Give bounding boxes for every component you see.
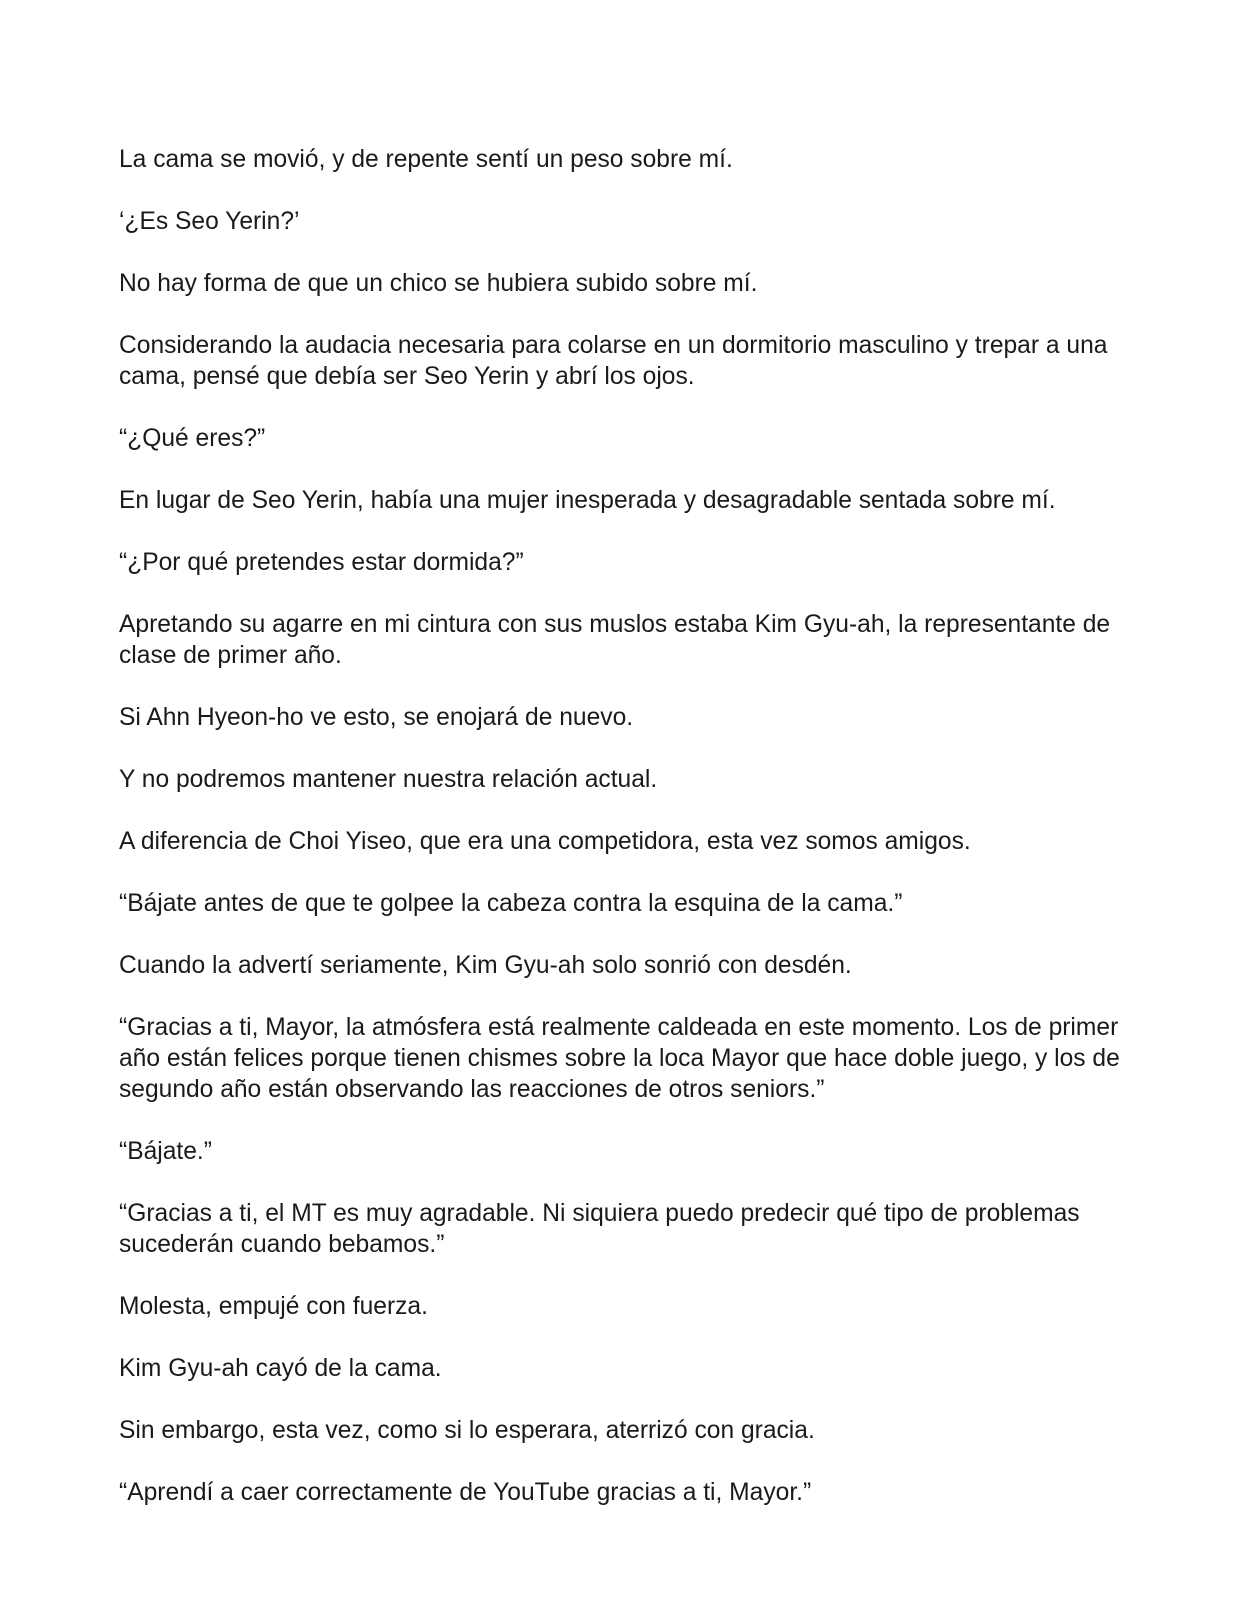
- paragraph: Kim Gyu-ah cayó de la cama.: [119, 1355, 442, 1382]
- paragraph: “Gracias a ti, Mayor, la atmósfera está realmente caldeada en este momento. Los de primer año están felices porque tienen chismes sobre la loca Mayor que hace doble juego, y los de segundo año están observando las reacciones de otros seniors.”: [119, 1014, 1120, 1103]
- paragraph: “¿Por qué pretendes estar dormida?”: [119, 549, 524, 576]
- paragraph: Sin embargo, esta vez, como si lo esperara, aterrizó con gracia.: [119, 1417, 815, 1444]
- paragraph: “Gracias a ti, el MT es muy agradable. Ni siquiera puedo predecir qué tipo de problemas sucederán cuando bebamos.”: [119, 1200, 1080, 1258]
- paragraph: Considerando la audacia necesaria para colarse en un dormitorio masculino y trepar a una cama, pensé que debía ser Seo Yerin y abrí los ojos.: [119, 332, 1108, 390]
- document-body: [119, 144, 1124, 1539]
- paragraph: “¿Qué eres?”: [119, 425, 266, 452]
- paragraph: Y no podremos mantener nuestra relación actual.: [119, 766, 658, 793]
- paragraph: En lugar de Seo Yerin, había una mujer inesperada y desagradable sentada sobre mí.: [119, 487, 1056, 514]
- paragraph: La cama se movió, y de repente sentí un peso sobre mí.: [119, 146, 733, 173]
- paragraph: “Bájate.”: [119, 1138, 212, 1165]
- paragraph: ‘¿Es Seo Yerin?’: [119, 208, 300, 235]
- paragraph: Si Ahn Hyeon-ho ve esto, se enojará de nuevo.: [119, 704, 634, 731]
- paragraph: No hay forma de que un chico se hubiera subido sobre mí.: [119, 270, 758, 297]
- paragraph: “Bájate antes de que te golpee la cabeza contra la esquina de la cama.”: [119, 890, 903, 917]
- paragraph: Molesta, empujé con fuerza.: [119, 1293, 428, 1320]
- paragraph: Cuando la advertí seriamente, Kim Gyu-ah solo sonrió con desdén.: [119, 952, 852, 979]
- paragraph: A diferencia de Choi Yiseo, que era una competidora, esta vez somos amigos.: [119, 828, 971, 855]
- paragraph: “Aprendí a caer correctamente de YouTube gracias a ti, Mayor.”: [119, 1479, 812, 1506]
- paragraph: Apretando su agarre en mi cintura con sus muslos estaba Kim Gyu-ah, la representante de clase de primer año.: [119, 611, 1111, 669]
